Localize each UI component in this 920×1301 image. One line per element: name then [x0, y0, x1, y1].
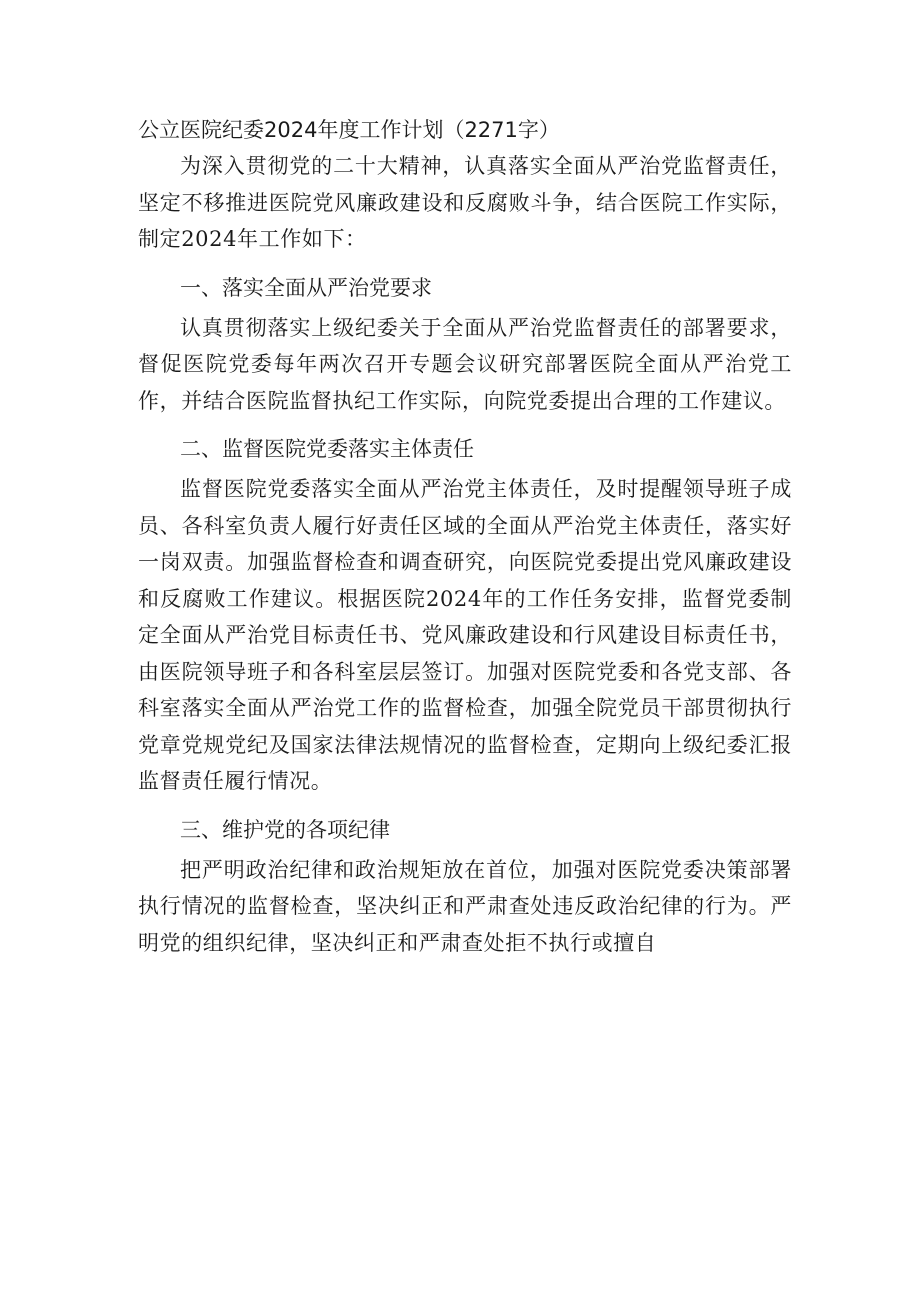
- section-body: 把严明政治纪律和政治规矩放在首位，加强对医院党委决策部署执行情况的监督检查，坚决纠正和严肃查处违反政治纪律的行为。严明党的组织纪律，坚决纠正和严肃查处拒不执行或擅自: [138, 857, 792, 955]
- section-1: [138, 270, 792, 420]
- document-title: 公立医院纪委2024年度工作计划（2271字）: [138, 118, 560, 142]
- intro-paragraph: 为深入贯彻党的二十大精神，认真落实全面从严治党监督责任，坚定不移推进医院党风廉政建设和反腐败斗争，结合医院工作实际，制定2024年工作如下：: [138, 154, 792, 251]
- section-2: [138, 431, 792, 800]
- section-heading: 三、维护党的各项纪律: [180, 817, 390, 842]
- section-body: 认真贯彻落实上级纪委关于全面从严治党监督责任的部署要求，督促医院党委每年两次召开专题会议研究部署医院全面从严治党工作，并结合医院监督执纪工作实际，向院党委提出合理的工作建议。: [138, 315, 792, 413]
- section-body: 监督医院党委落实全面从严治党主体责任，及时提醒领导班子成员、各科室负责人履行好责任区域的全面从严治党主体责任，落实好一岗双责。加强监督检查和调查研究，向医院党委提出党风廉政建设和反腐败工作建议。根据医院2024年的工作任务安排，监督党委制定全面从严治党目标责任书、党风廉政建设和行风建设目标责任书，由医院领导班子和各科室层层签订。加强对医院党委和各党支部、各科室落实全面从严治党工作的监督检查，加强全院党员干部贯彻执行党章党规党纪及国家法律法规情况的监督检查，定期向上级纪委汇报监督责任履行情况。: [138, 477, 792, 793]
- section-3: [138, 812, 792, 962]
- document-page: [138, 112, 792, 961]
- section-heading: 二、监督医院党委落实主体责任: [180, 437, 474, 461]
- section-heading: 一、落实全面从严治党要求: [180, 275, 432, 300]
